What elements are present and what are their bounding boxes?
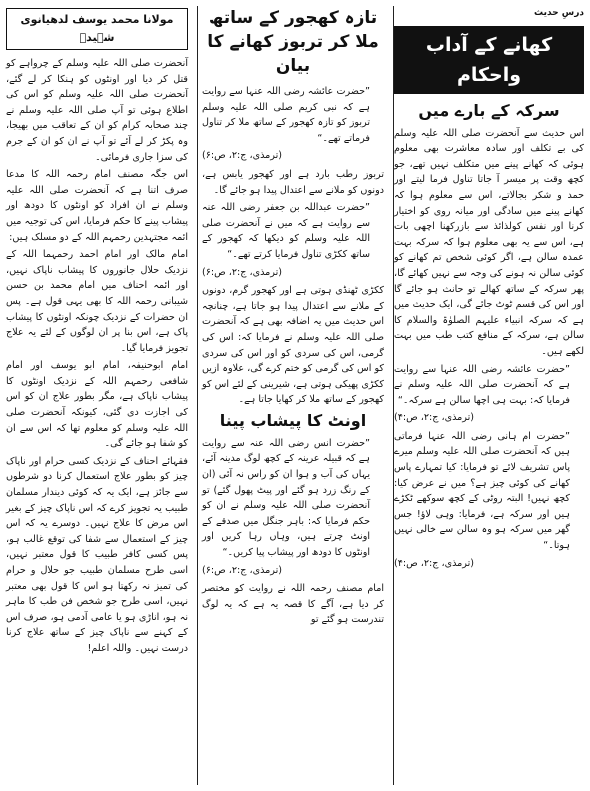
paragraph: ککڑی ٹھنڈی ہوتی ہے اور کھجور گرم، دونوں کے ملانے سے اعتدال پیدا ہو جاتا ہے، چنانچہ اس حدیث میں یہ اضافہ بھی ہے کہ آنحضرت صلی اللہ علیہ وسلم نے فرمایا کہ: اس کی گرمی، اس کی سردی کو اور اس کی سردی کو اس کی گرمی کو ختم کرے گی، علاوہ ازیں ککڑی پھیکی ہوتی ہے، شیرینی کے لئے اس کو کھجور کے ساتھ ملا کر کھایا جاتا ہے۔ — [202, 285, 384, 406]
column-divider — [197, 6, 198, 785]
hadith-quote: ”حضرت عبداللہ بن جعفر رضی اللہ عنہ سے روایت ہے کہ میں نے آنحضرت صلی اللہ علیہ وسلم کو دیکھا کہ کھجور کے ساتھ ککڑی تناول فرمایا کرتے تھے۔“ — [202, 202, 370, 260]
hadith-quote: ”حضرت ام ہانی رضی اللہ عنہا فرماتی ہیں کہ آنحضرت صلی اللہ علیہ وسلم میرے پاس تشریف لائے تو فرمایا: کیا تمہارے پاس کھانے کی کوئی چیز ہے؟ میں نے عرض کیا: کچھ نہیں! البتہ روٹی کے کچھ سوکھے ٹکڑے ہیں اور سرکہ ہے، فرمایا: وہی لاؤ! جس گھر میں سرکہ ہو وہ سالن سے خالی نہیں ہوتا۔“ — [394, 430, 570, 552]
paragraph: اس حدیث سے آنحضرت صلی اللہ علیہ وسلم کی بے تکلف اور سادہ معاشرت بھی معلوم ہوئی کہ کھانے پینے میں متکلف نہیں تھے، جو کچھ وقت پر میسر آ جاتا تناول فرما لیتے اور حمد و شکر بجالاتے، اس سے معلوم ہوا کہ کھانے پینے میں سادگی اور میانہ روی کو اختیار کرنا اور نفس کولذائذ سے بازرکھنا اچھی بات ہے، اس سے یہ بھی معلوم ہوا کہ سرکہ بہت عمدہ سالن ہے، اگر کوئی شخص تم کھانے کو کوئی سالن نہ ہونے کی وجہ سے نہیں کھائے گا، پھر سرکہ کے ساتھ کھالے تو حانث ہو جائے گا اور اس کی قسم ٹوٹ جائے گی، ایک حدیث میں ہے کہ سرکہ انبیاء علیہم الصلوٰۃ والسلام کا سالن ہے، سرکہ کے منافع کتب طب میں بہت لکھے ہیں۔ — [394, 127, 584, 357]
section-heading-melon: تازہ کھجور کے ساتھ ملا کر تربوز کھانے کا بیان — [207, 8, 379, 76]
column-middle — [202, 0, 384, 791]
article-title: کھانے کے آداب واحکام — [394, 26, 584, 94]
hadith-quote: ”حضرت عائشہ رضی اللہ عنہا سے روایت ہے کہ نبی کریم صلی اللہ علیہ وسلم تربوز کو تازہ کھجور کے ساتھ ملا کر تناول فرماتے تھے۔“ — [202, 86, 370, 144]
column-left — [6, 0, 188, 791]
paragraph: آنحضرت صلی اللہ علیہ وسلم کے چرواہے کو قتل کر دیا اور اونٹوں کو ہنکا کر لے گئے، آنحضرت صلی اللہ علیہ وسلم کو اس کی اطلاع ہوئی تو آپ صلی اللہ علیہ وسلم نے چند صحابہ کرام کو ان کے تعاقب میں بھیجا، وہ پکڑ کر لے آئے تو آپ نے ان کو ان کے جرم کی سزا جاری فرمائی۔ — [6, 58, 188, 163]
hadith-quote: ”حضرت عائشہ رضی اللہ عنہا سے روایت ہے کہ آنحضرت صلی اللہ علیہ وسلم نے فرمایا کہ: بہت ہی اچھا سالن ہے سرکہ۔“ — [394, 363, 570, 406]
section-heading-camel-urine: اونٹ کا پیشاب پینا — [219, 410, 367, 430]
reference: (ترمذی، ج:۲، ص:۶) — [202, 564, 283, 576]
column-right — [394, 0, 584, 791]
reference: (ترمذی، ج:۲، ص:۴) — [394, 412, 475, 424]
column-divider — [393, 6, 394, 785]
section-heading-vinegar: سرکہ کے بارے میں — [418, 100, 560, 120]
paragraph: اس جگہ مصنف امام رحمہ اللہ کا مدعا صرف اتنا ہے کہ آنحضرت صلی اللہ علیہ وسلم نے ان افراد کو اونٹوں کا دودھ اور پیشاب پینے کا حکم فرمایا، اس کی توجیہ میں ائمہ مجتہدین رحمہم اللہ کے دو مسلک ہیں: — [6, 169, 188, 243]
paragraph: تربوز رطب بارد ہے اور کھجور یابس ہے، دونوں کو ملانے سے اعتدال پیدا ہو جائے گا۔ — [202, 168, 384, 196]
reference: (ترمذی، ج:۲، ص:۴) — [394, 557, 475, 569]
paragraph: امام مالک اور امام احمد رحمہما اللہ کے نزدیک حلال جانوروں کا پیشاب ناپاک نہیں، اور ائمہ احناف میں امام محمد بن حسن شیبانی رحمہ اللہ کا بھی یہی قول ہے۔ پس ان حضرات کے نزدیک چونکہ اونٹوں کا پیشاب پاک ہے، اس بنا پر ان لوگوں کے لئے یہ علاج تجویز فرمایا گیا۔ — [6, 249, 188, 354]
reference: (ترمذی، ج:۲، ص:۶) — [202, 266, 283, 278]
paragraph: فقہائے احناف کے نزدیک کسی حرام اور ناپاک چیز کو بطور علاج استعمال کرنا دو شرطوں سے جائز ہے، ایک یہ کہ کوئی دیندار مسلمان طبیب یہ تجویز کرے کہ اس ناپاک چیز کے بغیر اس مرض کا علاج نہیں۔ دوسرے یہ کہ اس چیز کے استعمال سے شفا کی توقع غالب ہو، پس کسی کافر طبیب کا قول معتبر نہیں، اسی طرح مسلمان طبیب جو حلال و حرام کی تمیز نہ رکھتا ہو اس کا قول بھی معتبر نہیں، اسی طرح جو شخص فن طب کا ماہر نہ ہو، اناڑی ہو یا عامی آدمی ہو، صرف اس کے کہنے سے ناپاک چیز کے ساتھ علاج کرنا درست نہیں۔ واللہ اعلم! — [6, 455, 188, 654]
paragraph: امام مصنف رحمہ اللہ نے روایت کو مختصر کر دیا ہے، آگے کا قصہ یہ ہے کہ یہ لوگ تندرست ہو گئے تو — [202, 583, 384, 626]
author-byline: مولانا محمد یوسف لدھیانوی شہیدؒ — [6, 8, 188, 50]
paragraph: امام ابوحنیفہ، امام ابو یوسف اور امام شافعی رحمہم اللہ کے نزدیک اونٹوں کا پیشاب ناپاک ہے، مگر بطور علاج ان کو اس کی اجازت دی گئی، کیونکہ آنحضرت صلی اللہ علیہ وسلم کو معلوم تھا کہ اس سے ان کو شفا ہو جائے گی۔ — [6, 360, 188, 450]
series-label: درسِ حدیث — [534, 8, 584, 18]
reference: (ترمذی، ج:۲، ص:۶) — [202, 150, 283, 162]
hadith-quote: ”حضرت انس رضی اللہ عنہ سے روایت ہے کہ قبیلہ عرینہ کے کچھ لوگ مدینہ آئے، یہاں کی آب و ہوا ان کو راس نہ آئی (ان کے رنگ زرد ہو گئے اور پیٹ پھول گئے) تو آنحضرت صلی اللہ علیہ وسلم نے ان کو حکم فرمایا کہ: باہر جنگل میں صدقے کے اونٹ چرتے ہیں، وہاں رہا کریں اور اونٹوں کا دودھ اور پیشاب پیا کریں۔“ — [202, 437, 370, 559]
